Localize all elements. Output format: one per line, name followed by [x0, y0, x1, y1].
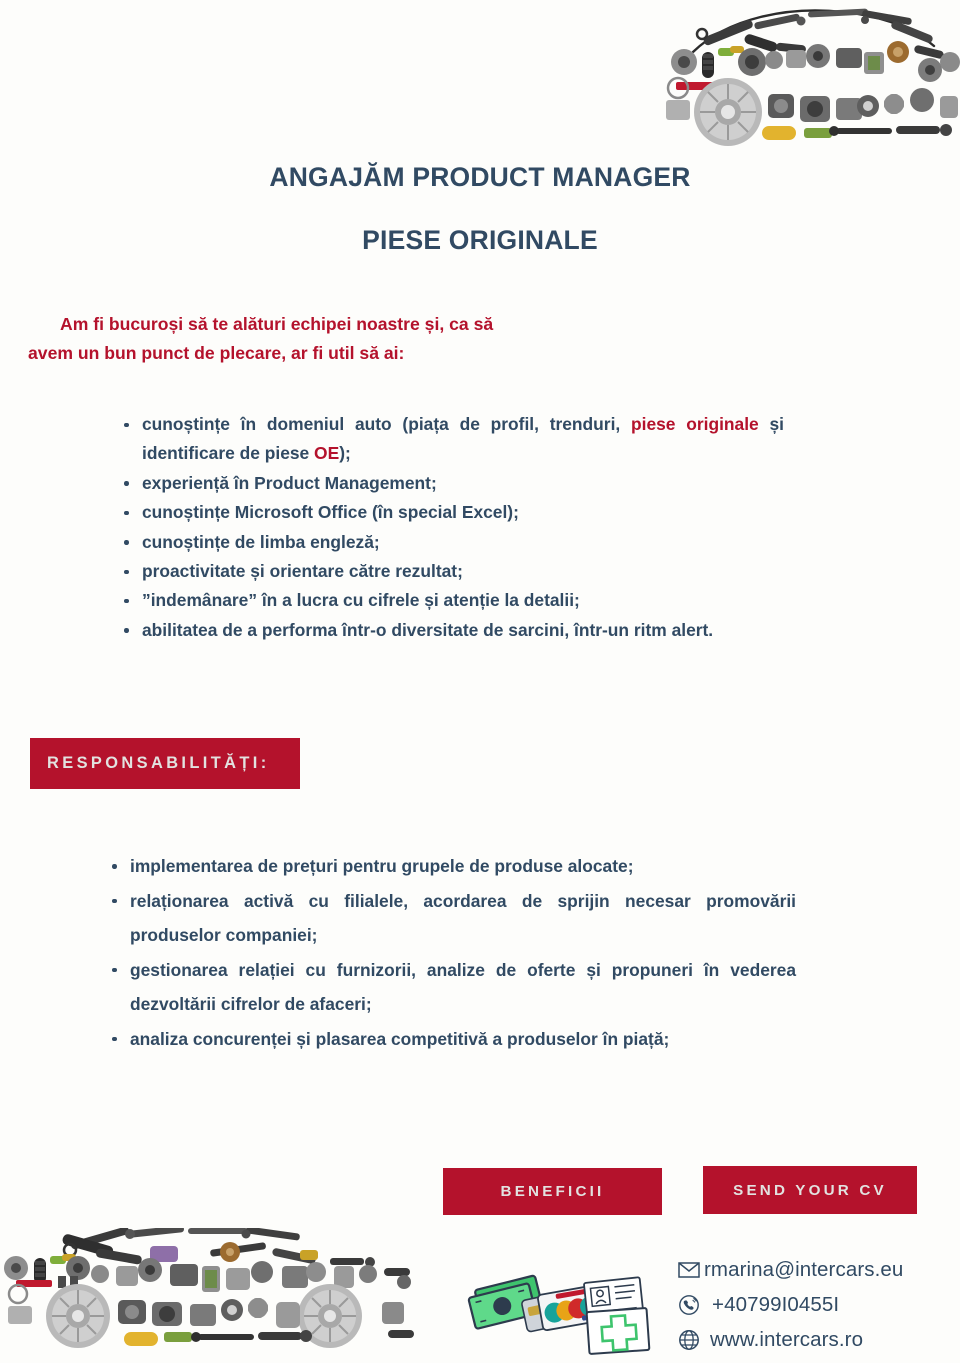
responsibilities-banner-label: RESPONSABILITĂȚI: — [47, 754, 270, 772]
responsibility-item — [110, 953, 796, 1022]
requirement-item-text: ”indemânare” în a lucra cu cifrele și atenție la detalii; — [142, 590, 580, 611]
benefits-banner — [443, 1168, 662, 1215]
requirement-item-text: piese originale — [631, 414, 759, 434]
benefit-icons-group — [462, 1254, 662, 1358]
requirement-item — [122, 469, 784, 498]
poster-title-block — [0, 163, 960, 255]
requirement-item — [122, 616, 784, 645]
contact-list — [678, 1252, 960, 1357]
page-title-line1: ANGAJĂM PRODUCT MANAGER — [269, 162, 691, 192]
responsibilities-list — [110, 849, 796, 1057]
requirements-list — [122, 410, 784, 645]
globe-icon — [678, 1329, 704, 1351]
requirement-item — [122, 410, 784, 469]
requirement-item-text: cunoștințe în domeniul auto (piața de profil, trenduri, — [142, 414, 631, 434]
requirement-item-text: proactivitate și orientare către rezultat; — [142, 561, 463, 582]
responsibility-item — [110, 884, 796, 953]
requirement-item-text: cunoștințe de limba engleză; — [142, 531, 380, 552]
intro-line-2: avem un bun punct de plecare, ar fi util să ai: — [28, 343, 405, 363]
requirement-item — [122, 528, 784, 557]
requirement-item — [122, 557, 784, 586]
contact-row-phone[interactable] — [678, 1287, 960, 1322]
responsibility-item-text: gestionarea relației cu furnizorii, analize de oferte și propuneri în vederea dezvoltării cifrelor de afaceri; — [130, 959, 796, 1015]
contact-row-website[interactable] — [678, 1322, 960, 1357]
responsibility-item — [110, 849, 796, 884]
page-title-line2: PIESE ORIGINALE — [362, 225, 598, 256]
contact-phone-text: +40799I0455I — [712, 1292, 840, 1316]
phone-icon — [678, 1294, 704, 1316]
intro-line-1: Am fi bucuroși să te alături echipei noastre și, ca să — [60, 314, 494, 334]
contact-row-email[interactable] — [678, 1252, 960, 1287]
header-auto-parts-collage — [658, 0, 960, 148]
requirement-item — [122, 498, 784, 527]
responsibility-item-text: analiza concurenței și plasarea competitivă a produselor în piață; — [130, 1028, 670, 1049]
send-cv-banner-label: SEND YOUR CV — [733, 1181, 887, 1199]
contact-email-text: rmarina@intercars.eu — [704, 1257, 904, 1281]
send-cv-banner[interactable] — [703, 1166, 917, 1214]
contact-website-text: www.intercars.ro — [710, 1327, 864, 1351]
footer-auto-parts-collage — [0, 1228, 418, 1358]
requirement-item-text: OE — [314, 443, 340, 464]
benefits-banner-label: BENEFICII — [500, 1183, 605, 1200]
health-insurance-document-icon — [584, 1277, 650, 1354]
requirement-item-text: ); — [339, 443, 351, 464]
requirement-item — [122, 586, 784, 615]
responsibility-item — [110, 1022, 796, 1057]
responsibility-item-text: implementarea de prețuri pentru grupele de produse alocate; — [130, 856, 634, 876]
requirement-item-text: abilitatea de a performa într-o diversitate de sarcini, într-un ritm alert. — [142, 619, 714, 640]
intro-paragraph — [28, 310, 628, 368]
requirement-item-text: și identificare de piese — [142, 414, 784, 464]
responsibilities-banner — [30, 738, 300, 789]
responsibility-item-text: relaționarea activă cu filialele, acordarea de sprijin necesar promovării produselor companiei; — [130, 890, 796, 946]
envelope-icon — [678, 1262, 704, 1278]
requirement-item-text: cunoștințe Microsoft Office (în special Excel); — [142, 502, 519, 523]
requirement-item-text: experiență în Product Management; — [142, 472, 437, 493]
